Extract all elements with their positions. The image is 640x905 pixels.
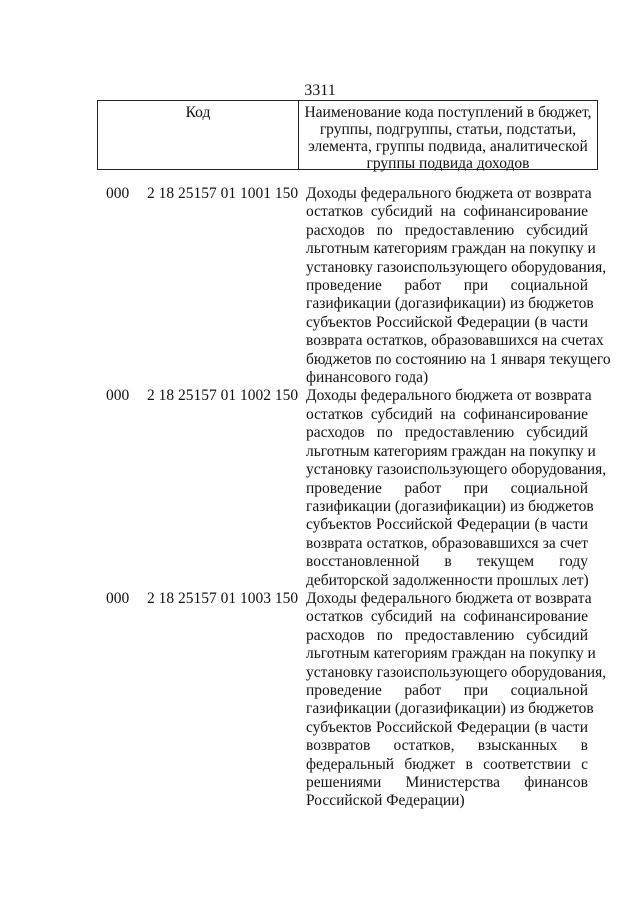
- code-table-body: [0, 185, 640, 811]
- table-header: [97, 100, 598, 170]
- description-line: газификации (догазификации) из бюджетов: [306, 295, 594, 313]
- description-line: возврата остатков, образовавшихся на счетах: [306, 332, 604, 350]
- budget-code: 2 18 25157 01 1002 150: [147, 387, 299, 405]
- row-description: [306, 589, 607, 811]
- description-line: газификации (догазификации) из бюджетов: [306, 497, 594, 515]
- description-line: решениями Министерства финансов: [306, 774, 588, 791]
- description-line: дебиторской задолженности прошлых лет): [306, 571, 589, 589]
- header-name-line: элемента, группы подвида, аналитической: [308, 138, 588, 155]
- description-line: субъектов Российской Федерации (в части: [306, 516, 588, 534]
- description-line: остатков субсидий на софинансирование: [306, 203, 588, 221]
- page-number: 3311: [304, 82, 336, 99]
- row-description: [306, 387, 607, 589]
- admin-code: 000: [106, 589, 130, 607]
- description-line: Российской Федерации): [306, 792, 465, 810]
- description-line: расходов по предоставлению субсидий: [306, 221, 588, 239]
- description-line: субъектов Российской Федерации (в части: [306, 313, 588, 331]
- description-line: возврата остатков, образовавшихся за счет: [306, 534, 588, 552]
- budget-code: 2 18 25157 01 1001 150: [147, 185, 299, 202]
- admin-code: 000: [106, 185, 130, 202]
- description-line: установку газоиспользующего оборудования,: [306, 461, 607, 479]
- description-line: субъектов Российской Федерации (в части: [306, 718, 588, 736]
- description-line: льготным категориям граждан на покупку и: [306, 442, 596, 460]
- description-line: льготным категориям граждан на покупку и: [306, 645, 596, 663]
- row-description: [306, 185, 611, 387]
- description-line: финансового года): [306, 369, 429, 387]
- description-line: остатков субсидий на софинансирование: [306, 608, 588, 626]
- description-line: бюджетов по состоянию на 1 января текущего: [306, 350, 611, 368]
- description-line: проведение работ при социальной: [306, 681, 588, 699]
- description-line: газификации (догазификации) из бюджетов: [306, 700, 594, 718]
- description-line: проведение работ при социальной: [306, 277, 588, 295]
- header-name-line: группы подвида доходов: [366, 155, 530, 172]
- table-row: [0, 590, 640, 811]
- header-name-cell: [299, 101, 597, 172]
- description-line: Доходы федерального бюджета от возврата: [306, 185, 592, 202]
- table-row: [0, 185, 640, 387]
- header-name-line: Наименование кода поступлений в бюджет,: [304, 104, 592, 121]
- description-line: проведение работ при социальной: [306, 479, 588, 497]
- description-line: федеральный бюджет в соответствии с: [306, 755, 588, 773]
- description-line: Доходы федерального бюджета от возврата: [306, 387, 592, 405]
- header-name-line: группы, подгруппы, статьи, подстатьи,: [319, 121, 577, 138]
- header-code-cell: Код: [98, 101, 299, 169]
- description-line: установку газоиспользующего оборудования,: [306, 258, 607, 276]
- description-line: расходов по предоставлению субсидий: [306, 626, 588, 644]
- description-line: установку газоиспользующего оборудования,: [306, 663, 607, 681]
- description-line: остатков субсидий на софинансирование: [306, 405, 588, 423]
- description-line: восстановленной в текущем году: [306, 553, 588, 571]
- description-line: расходов по предоставлению субсидий: [306, 424, 588, 442]
- table-row: [0, 387, 640, 589]
- description-line: Доходы федерального бюджета от возврата: [306, 589, 592, 607]
- admin-code: 000: [106, 387, 130, 405]
- description-line: возвратов остатков, взысканных в: [306, 737, 588, 755]
- budget-code: 2 18 25157 01 1003 150: [147, 589, 299, 607]
- description-line: льготным категориям граждан на покупку и: [306, 240, 596, 258]
